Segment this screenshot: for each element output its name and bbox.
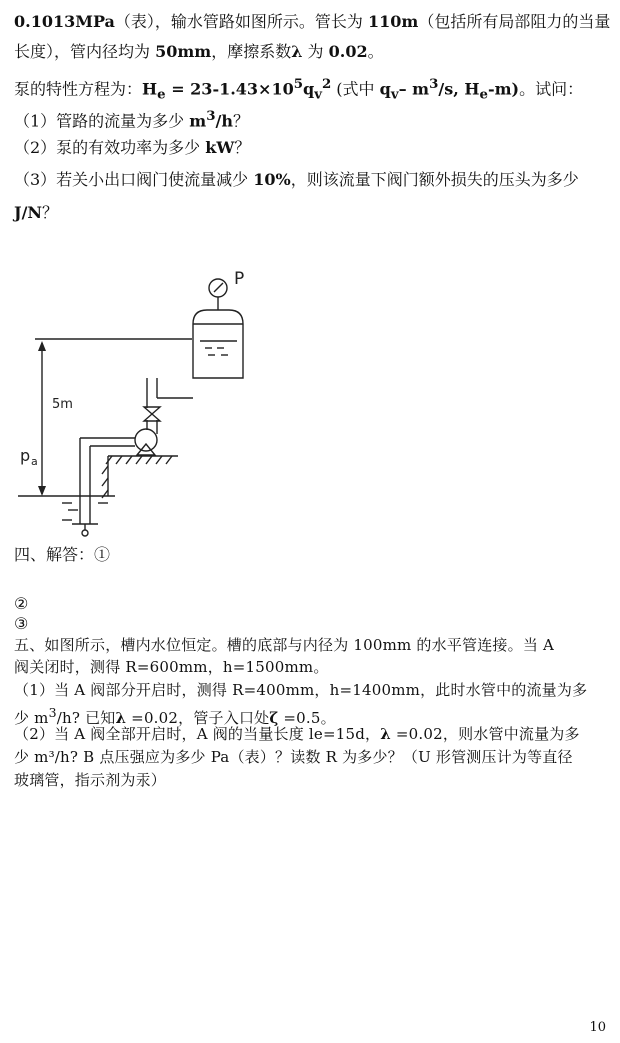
atmospheric-pressure-subscript: a bbox=[31, 455, 38, 468]
pump-equation-line: 泵的特性方程为：$H_e = 23-1.43\times 10^5q_v^2$ (式中 $q_v-$ $m^3/s$, $H_e-m$)。试问： bbox=[14, 76, 584, 103]
pump-pipeline-diagram bbox=[0, 258, 260, 543]
section5-line-1: 五、如图所示，槽内水位恒定。槽的底部与内径为 100mm 的水平管连接。当 A bbox=[14, 636, 555, 654]
upper-tank bbox=[193, 310, 243, 378]
gauge-needle bbox=[214, 283, 223, 292]
section5-line-5: （2）当 A 阀全部开启时，A 阀的当量长度 le=15d，λ =0.02，则水管中流量为多 bbox=[14, 725, 580, 743]
answer-heading: 四、解答：① bbox=[14, 545, 111, 564]
foot-valve-icon bbox=[82, 530, 88, 536]
question-3-continued: J/N？ bbox=[14, 203, 59, 222]
outlet-valve-icon bbox=[144, 407, 160, 421]
section5-line-4: 少 $m^3/h$? 已知λ =0.02，管子入口处ζ =0.5。 bbox=[14, 705, 336, 727]
ground-hatch bbox=[102, 456, 172, 498]
gauge-label: P bbox=[234, 269, 245, 289]
question-2: （2）泵的有效功率为多少 kW？ bbox=[14, 138, 251, 157]
section5-line-2: 阀关闭时，测得 R=600mm，h=1500mm。 bbox=[14, 658, 329, 676]
atmospheric-pressure-label: p bbox=[20, 446, 31, 465]
problem-line-2: 长度），管内径均为 50mm，摩擦系数λ 为 0.02。 bbox=[14, 42, 384, 61]
problem-line-1: 0.1013MPa（表），输水管路如图所示。管长为 110m（包括所有局部阻力的当量 bbox=[14, 12, 611, 31]
pump-icon bbox=[135, 429, 157, 451]
page-number: 10 bbox=[589, 1020, 606, 1035]
arrow-up-icon bbox=[38, 341, 46, 351]
section5-line-6: 少 m³/h? B 点压强应为多少 Pa（表）？读数 R 为多少？（U 形管测压计为等直径 bbox=[14, 748, 573, 766]
arrow-down-icon bbox=[38, 486, 46, 496]
question-1: （1）管路的流量为多少 $m^3/h$？ bbox=[14, 108, 249, 131]
question-3: （3）若关小出口阀门使流量减少 10%，则该流量下阀门额外损失的压头为多少 bbox=[14, 170, 579, 189]
answer-2: ② bbox=[14, 594, 29, 613]
section5-line-3: （1）当 A 阀部分开启时，测得 R=400mm，h=1400mm，此时水管中的流量为多 bbox=[14, 681, 588, 699]
section5-line-7: 玻璃管，指示剂为汞） bbox=[14, 771, 167, 789]
height-label: 5m bbox=[52, 397, 73, 412]
answer-3: ③ bbox=[14, 614, 29, 633]
